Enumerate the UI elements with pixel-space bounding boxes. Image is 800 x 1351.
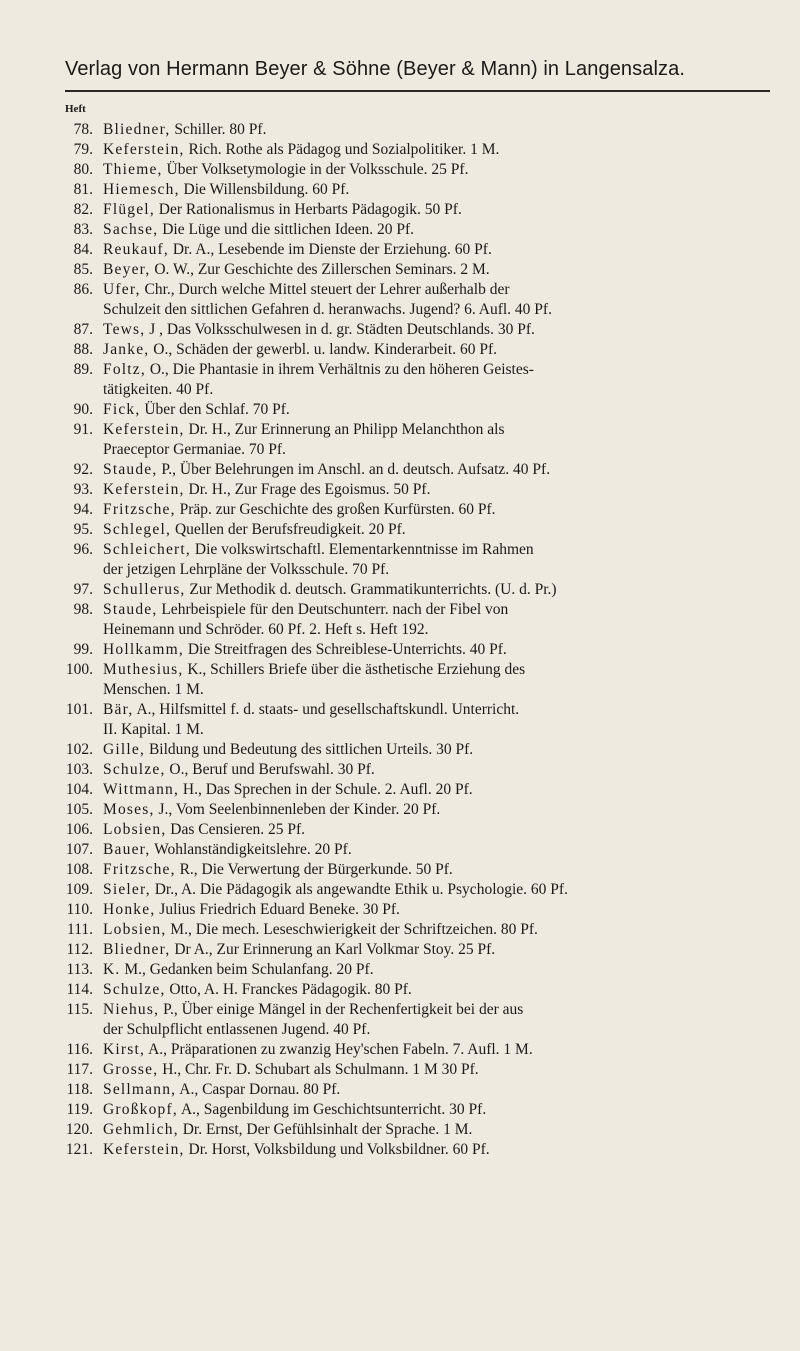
catalog-entry [57, 340, 779, 360]
entry-author: Bär, [103, 701, 134, 718]
catalog-entry [57, 460, 779, 480]
entry-first-line [103, 181, 349, 198]
catalog-entry [57, 120, 779, 140]
entry-number: 113. [66, 961, 93, 978]
entry-text [93, 320, 779, 340]
entry-title: J , Das Volksschulwesen in d. gr. Städten Deutschlands. 30 Pf. [149, 321, 535, 338]
catalog-entry [57, 160, 779, 180]
entry-text [93, 840, 779, 860]
entry-first-line [103, 481, 430, 498]
entry-number: 103. [65, 761, 93, 778]
entry-text [93, 160, 779, 180]
entry-author: Schlegel, [103, 521, 172, 538]
entry-author: Gehmlich, [103, 1121, 179, 1138]
catalog-entry [57, 360, 779, 400]
entry-author: Fick, [103, 401, 141, 418]
catalog-entry [57, 240, 779, 260]
entry-title: M., Die mech. Leseschwierigkeit der Schriftzeichen. 80 Pf. [170, 921, 538, 938]
catalog-entry [57, 840, 779, 860]
entry-number: 101. [65, 701, 93, 718]
entry-number: 120. [65, 1121, 93, 1138]
entry-author: Keferstein, [103, 141, 185, 158]
entry-number: 117. [66, 1061, 93, 1078]
entry-author: Bliedner, [103, 121, 171, 138]
entry-first-line [103, 761, 375, 778]
entry-title: Dr. A., Lesebende im Dienste der Erziehung. 60 Pf. [172, 241, 492, 258]
entry-title: Dr. Horst, Volksbildung und Volksbildner. 60 Pf. [188, 1141, 490, 1158]
entry-title: A., Caspar Dornau. 80 Pf. [179, 1081, 341, 1098]
entry-number: 91. [73, 421, 93, 438]
heft-column-label: Heft [65, 103, 86, 115]
catalog-entry [57, 940, 779, 960]
catalog-entry [57, 180, 779, 200]
entry-number: 92. [73, 461, 93, 478]
entry-first-line [103, 1041, 533, 1058]
catalog-entry [57, 220, 779, 240]
entry-author: Keferstein, [103, 481, 185, 498]
entry-first-line [103, 941, 495, 958]
catalog-entry [57, 800, 779, 820]
catalog-entry [57, 740, 779, 760]
entry-number: 100. [65, 661, 93, 678]
entry-author: Großkopf, [103, 1101, 178, 1118]
entry-title: Über den Schlaf. 70 Pf. [144, 401, 290, 418]
entry-author: Grosse, [103, 1061, 159, 1078]
entry-author: Moses, [103, 801, 155, 818]
entry-number: 119. [66, 1101, 93, 1118]
entry-title: Präp. zur Geschichte des großen Kurfürsten. 60 Pf. [179, 501, 496, 518]
entry-text [93, 1140, 779, 1160]
entry-first-line [103, 141, 499, 158]
entry-first-line [103, 201, 462, 218]
entry-text [93, 400, 779, 420]
entry-number: 105. [65, 801, 93, 818]
entry-author: Hiemesch, [103, 181, 180, 198]
entry-continuation-line: tätigkeiten. 40 Pf. [103, 381, 214, 398]
catalog-entry [57, 260, 779, 280]
entry-author: Schullerus, [103, 581, 186, 598]
entry-first-line [103, 521, 406, 538]
entry-number: 81. [73, 181, 93, 198]
catalog-entry [57, 600, 779, 640]
entry-text [93, 760, 779, 780]
entry-title: Dr. H., Zur Frage des Egoismus. 50 Pf. [188, 481, 431, 498]
entry-number: 115. [66, 1001, 93, 1018]
entry-author: Kirst, [103, 1041, 146, 1058]
entry-number: 98. [73, 601, 93, 618]
entry-first-line [103, 341, 497, 358]
entry-number: 109. [65, 881, 93, 898]
entry-number: 112. [66, 941, 93, 958]
catalog-entry [57, 200, 779, 220]
catalog-entry-list [57, 120, 779, 1160]
entry-title: Dr., A. Die Pädagogik als angewandte Ethik u. Psychologie. 60 Pf. [154, 881, 568, 898]
entry-title: Lehrbeispiele für den Deutschunterr. nach der Fibel von [161, 601, 509, 618]
entry-title: P., Über einige Mängel in der Rechenfertigkeit bei der aus [163, 1001, 524, 1018]
entry-text [93, 360, 779, 400]
entry-number: 106. [65, 821, 93, 838]
entry-number: 104. [65, 781, 93, 798]
catalog-entry [57, 520, 779, 540]
entry-author: Fritzsche, [103, 861, 176, 878]
entry-first-line [103, 501, 496, 518]
entry-author: Schulze, [103, 981, 166, 998]
entry-title: Schiller. 80 Pf. [174, 121, 267, 138]
entry-continuation-line: Schulzeit den sittlichen Gefahren d. heranwachs. Jugend? 6. Aufl. 40 Pf. [103, 301, 552, 318]
entry-title: A., Sagenbildung im Geschichtsunterricht. 30 Pf. [180, 1101, 487, 1118]
entry-title: O., Beruf und Berufswahl. 30 Pf. [169, 761, 375, 778]
entry-title: Bildung und Bedeutung des sittlichen Urteils. 30 Pf. [148, 741, 474, 758]
catalog-entry [57, 900, 779, 920]
entry-title: O., Schäden der gewerbl. u. landw. Kinderarbeit. 60 Pf. [153, 341, 498, 358]
entry-title: Otto, A. H. Franckes Pädagogik. 80 Pf. [169, 981, 412, 998]
entry-text [93, 800, 779, 820]
entry-title: Die Willensbildung. 60 Pf. [183, 181, 350, 198]
entry-text [93, 780, 779, 800]
entry-first-line [103, 981, 412, 998]
entry-first-line [103, 821, 305, 838]
catalog-entry [57, 920, 779, 940]
entry-title: Zur Methodik d. deutsch. Grammatikunterrichts. (U. d. Pr.) [189, 581, 557, 598]
entry-text [93, 480, 779, 500]
entry-number: 121. [65, 1141, 93, 1158]
entry-text [93, 960, 779, 980]
entry-first-line [103, 361, 534, 378]
entry-number: 85. [73, 261, 93, 278]
header-rule [65, 90, 770, 92]
entry-author: Sachse, [103, 221, 159, 238]
entry-number: 78. [73, 121, 93, 138]
entry-first-line [103, 1061, 479, 1078]
catalog-entry [57, 780, 779, 800]
entry-continuation-line: Menschen. 1 M. [103, 681, 204, 698]
entry-title: R., Die Verwertung der Bürgerkunde. 50 Pf. [179, 861, 453, 878]
entry-text [93, 1040, 779, 1060]
entry-continuation-line: II. Kapital. 1 M. [103, 721, 204, 738]
entry-number: 82. [73, 201, 93, 218]
entry-first-line [103, 861, 453, 878]
entry-number: 90. [73, 401, 93, 418]
entry-author: Tews, [103, 321, 146, 338]
catalog-entry [57, 860, 779, 880]
entry-first-line [103, 1001, 523, 1018]
entry-first-line [103, 901, 400, 918]
entry-first-line [103, 961, 374, 978]
entry-number: 96. [73, 541, 93, 558]
entry-author: Staude, [103, 461, 158, 478]
entry-text [93, 860, 779, 880]
entry-number: 94. [73, 501, 93, 518]
catalog-entry [57, 640, 779, 660]
entry-title: Die volkswirtschaftl. Elementarkenntnisse im Rahmen [194, 541, 534, 558]
entry-title: Dr A., Zur Erinnerung an Karl Volkmar Stoy. 25 Pf. [174, 941, 496, 958]
entry-title: Dr. Ernst, Der Gefühlsinhalt der Sprache. 1 M. [182, 1121, 473, 1138]
entry-text [93, 900, 779, 920]
entry-first-line [103, 421, 505, 438]
entry-author: Sieler, [103, 881, 151, 898]
entry-first-line [103, 1081, 340, 1098]
entry-text [93, 180, 779, 200]
entry-text [93, 200, 779, 220]
catalog-entry [57, 1060, 779, 1080]
entry-number: 95. [73, 521, 93, 538]
entry-first-line [103, 161, 468, 178]
entry-first-line [103, 801, 440, 818]
entry-number: 86. [73, 281, 93, 298]
entry-text [93, 540, 779, 580]
entry-first-line [103, 541, 534, 558]
entry-number: 111. [67, 921, 93, 938]
entry-text [93, 700, 779, 740]
entry-author: K. [103, 961, 121, 978]
publisher-header: Verlag von Hermann Beyer & Söhne (Beyer & Mann) in Langensalza. [65, 58, 685, 80]
entry-first-line [103, 261, 490, 278]
entry-author: Janke, [103, 341, 150, 358]
entry-first-line [103, 221, 414, 238]
entry-number: 102. [65, 741, 93, 758]
entry-text [93, 500, 779, 520]
entry-first-line [103, 281, 510, 298]
entry-number: 93. [73, 481, 93, 498]
entry-author: Foltz, [103, 361, 146, 378]
entry-first-line [103, 741, 473, 758]
entry-number: 88. [73, 341, 93, 358]
entry-first-line [103, 1101, 486, 1118]
entry-first-line [103, 601, 508, 618]
entry-number: 87. [73, 321, 93, 338]
catalog-entry [57, 1040, 779, 1060]
entry-author: Keferstein, [103, 1141, 185, 1158]
entry-text [93, 520, 779, 540]
entry-author: Gille, [103, 741, 146, 758]
entry-title: Chr., Durch welche Mittel steuert der Lehrer außerhalb der [144, 281, 510, 298]
entry-title: Über Volksetymologie in der Volksschule. 25 Pf. [166, 161, 469, 178]
entry-text [93, 420, 779, 460]
entry-text [93, 240, 779, 260]
catalog-entry [57, 700, 779, 740]
entry-first-line [103, 661, 525, 678]
entry-number: 107. [65, 841, 93, 858]
entry-author: Bliedner, [103, 941, 171, 958]
entry-author: Bauer, [103, 841, 151, 858]
entry-number: 108. [65, 861, 93, 878]
entry-title: Wohlanständigkeitslehre. 20 Pf. [154, 841, 352, 858]
entry-number: 99. [73, 641, 93, 658]
entry-title: Quellen der Berufsfreudigkeit. 20 Pf. [174, 521, 406, 538]
catalog-entry [57, 820, 779, 840]
catalog-entry [57, 1140, 779, 1160]
entry-text [93, 640, 779, 660]
catalog-entry [57, 540, 779, 580]
entry-author: Lobsien, [103, 921, 167, 938]
entry-text [93, 1120, 779, 1140]
entry-number: 89. [73, 361, 93, 378]
entry-number: 116. [66, 1041, 93, 1058]
entry-continuation-line: Praeceptor Germaniae. 70 Pf. [103, 441, 286, 458]
entry-author: Honke, [103, 901, 156, 918]
entry-title: H., Das Sprechen in der Schule. 2. Aufl. 20 Pf. [182, 781, 473, 798]
entry-author: Ufer, [103, 281, 141, 298]
entry-author: Schulze, [103, 761, 166, 778]
entry-text [93, 740, 779, 760]
catalog-entry [57, 760, 779, 780]
entry-author: Lobsien, [103, 821, 167, 838]
catalog-entry [57, 1120, 779, 1140]
entry-author: Sellmann, [103, 1081, 177, 1098]
entry-title: Die Lüge und die sittlichen Ideen. 20 Pf. [162, 221, 415, 238]
catalog-entry [57, 480, 779, 500]
catalog-entry [57, 320, 779, 340]
entry-text [93, 980, 779, 1000]
catalog-entry [57, 880, 779, 900]
entry-first-line [103, 641, 507, 658]
entry-first-line [103, 121, 266, 138]
entry-number: 84. [73, 241, 93, 258]
entry-text [93, 1000, 779, 1040]
entry-text [93, 1100, 779, 1120]
entry-title: J., Vom Seelenbinnenleben der Kinder. 20 Pf. [158, 801, 441, 818]
entry-author: Muthesius, [103, 661, 184, 678]
entry-title: Rich. Rothe als Pädagog und Sozialpolitiker. 1 M. [188, 141, 500, 158]
entry-text [93, 220, 779, 240]
entry-title: O., Die Phantasie in ihrem Verhältnis zu den höheren Geistes- [149, 361, 534, 378]
entry-title: K., Schillers Briefe über die ästhetische Erziehung des [187, 661, 526, 678]
entry-text [93, 1060, 779, 1080]
entry-first-line [103, 1121, 472, 1138]
entry-author: Thieme, [103, 161, 163, 178]
entry-text [93, 940, 779, 960]
entry-title: H., Chr. Fr. D. Schubart als Schulmann. 1 M 30 Pf. [162, 1061, 479, 1078]
catalog-entry [57, 1000, 779, 1040]
entry-number: 80. [73, 161, 93, 178]
catalog-entry [57, 140, 779, 160]
entry-first-line [103, 921, 538, 938]
entry-title: Julius Friedrich Eduard Beneke. 30 Pf. [159, 901, 400, 918]
entry-continuation-line: der jetzigen Lehrpläne der Volksschule. 70 Pf. [103, 561, 390, 578]
catalog-entry [57, 1100, 779, 1120]
entry-first-line [103, 241, 492, 258]
entry-text [93, 140, 779, 160]
entry-title: M., Gedanken beim Schulanfang. 20 Pf. [124, 961, 374, 978]
entry-author: Staude, [103, 601, 158, 618]
catalog-entry [57, 420, 779, 460]
catalog-entry [57, 960, 779, 980]
catalog-entry [57, 660, 779, 700]
entry-title: Der Rationalismus in Herbarts Pädagogik. 50 Pf. [158, 201, 462, 218]
catalog-entry [57, 400, 779, 420]
entry-text [93, 600, 779, 640]
entry-first-line [103, 841, 352, 858]
entry-text [93, 820, 779, 840]
entry-text [93, 460, 779, 480]
catalog-entry [57, 580, 779, 600]
entry-title: Die Streitfragen des Schreiblese-Unterrichts. 40 Pf. [187, 641, 507, 658]
entry-text [93, 880, 779, 900]
entry-author: Keferstein, [103, 421, 185, 438]
entry-title: P., Über Belehrungen im Anschl. an d. deutsch. Aufsatz. 40 Pf. [161, 461, 551, 478]
entry-text [93, 340, 779, 360]
entry-number: 83. [73, 221, 93, 238]
entry-text [93, 660, 779, 700]
entry-first-line [103, 1141, 490, 1158]
entry-first-line [103, 881, 568, 898]
catalog-entry [57, 980, 779, 1000]
entry-continuation-line: der Schulpflicht entlassenen Jugend. 40 Pf. [103, 1021, 371, 1038]
entry-author: Wittmann, [103, 781, 180, 798]
entry-number: 114. [66, 981, 93, 998]
entry-author: Flügel, [103, 201, 155, 218]
entry-title: A., Hilfsmittel f. d. staats- und gesellschaftskundl. Unterricht. [136, 701, 520, 718]
entry-number: 79. [73, 141, 93, 158]
entry-title: Das Censieren. 25 Pf. [170, 821, 306, 838]
entry-text [93, 1080, 779, 1100]
entry-number: 97. [73, 581, 93, 598]
entry-number: 118. [66, 1081, 93, 1098]
entry-first-line [103, 781, 473, 798]
entry-title: Dr. H., Zur Erinnerung an Philipp Melanchthon als [188, 421, 505, 438]
entry-author: Reukauf, [103, 241, 169, 258]
entry-author: Fritzsche, [103, 501, 176, 518]
entry-first-line [103, 321, 535, 338]
catalog-entry [57, 500, 779, 520]
entry-title: A., Präparationen zu zwanzig Hey'schen Fabeln. 7. Aufl. 1 M. [148, 1041, 533, 1058]
entry-text [93, 120, 779, 140]
entry-first-line [103, 701, 519, 718]
entry-text [93, 920, 779, 940]
entry-title: O. W., Zur Geschichte des Zillerschen Seminars. 2 M. [154, 261, 490, 278]
entry-text [93, 580, 779, 600]
entry-first-line [103, 461, 550, 478]
entry-first-line [103, 581, 557, 598]
entry-text [93, 280, 779, 320]
catalog-entry [57, 280, 779, 320]
entry-first-line [103, 401, 290, 418]
entry-text [93, 260, 779, 280]
entry-author: Hollkamm, [103, 641, 184, 658]
entry-author: Schleichert, [103, 541, 191, 558]
catalog-entry [57, 1080, 779, 1100]
entry-number: 110. [66, 901, 93, 918]
entry-author: Niehus, [103, 1001, 160, 1018]
entry-continuation-line: Heinemann und Schröder. 60 Pf. 2. Heft s. Heft 192. [103, 621, 429, 638]
entry-author: Beyer, [103, 261, 151, 278]
